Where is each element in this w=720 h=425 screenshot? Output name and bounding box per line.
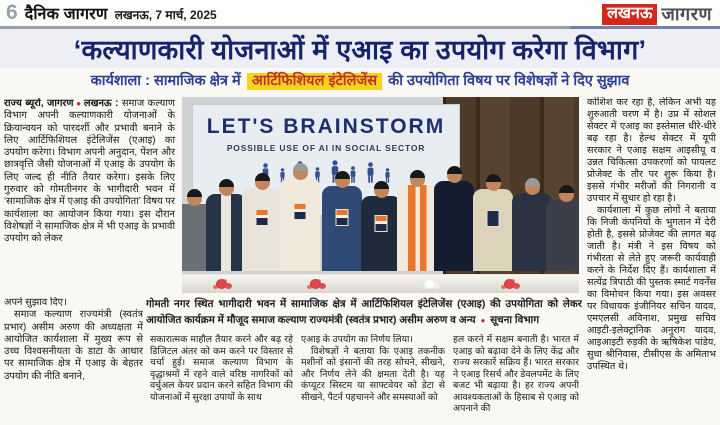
article-column-5 <box>587 97 716 424</box>
article-column-1-continued <box>4 297 143 423</box>
flower-decoration <box>424 279 435 289</box>
subhead-suffix: की उपयोगिता विषय पर विशेषज्ञों ने दिए सुझाव <box>388 73 630 89</box>
body-text: समाज कल्याण विभाग अपनी कल्याणकारी योजनाओं के क्रियान्वयन को पारदर्शी और प्रभावी बनाने के लिए आर्टिफिशियल इंटेलिजेंस (एआइ) का उपयोग करेगा। विभाग अपनी अनुदान, पेंशन और छात्रवृत्ति जैसी योजनाओं में एआइ के उपयोग के लिए जल्द ही नीति तैयार करेगा। इसके लिए गुरुवार को गोमतीनगर के भागीदारी भवन में ‘सामाजिक क्षेत्र में एआइ की उपयोगिता’ विषय पर कार्यशाला का आयोजन किया गया। इस दौरान विशेषज्ञों ने सामाजिक क्षेत्र में भी एआइ के प्रभावी उपयोग को लेकर <box>4 98 175 245</box>
banner-title: LET'S BRAINSTORM <box>206 115 446 138</box>
event-photo <box>182 97 579 293</box>
article-paragraph: सकारात्मक माहौल तैयार करने और बढ़ रहे डिजिटल अंतर को कम करने पर विस्तार से चर्चा हुई। समाज कल्याण विभाग के वृद्धाश्रमों में रहने वाले वरिष्ठ नागरिकों को वर्चुअल केयर प्रदान करने सहित विभाग की योजनाओं में सुरक्षा उपायों के साथ <box>150 334 293 402</box>
booklet <box>487 210 500 227</box>
article-column-3 <box>301 334 445 424</box>
article-paragraph: कार्यशाला में कुछ लोगों ने बताया कि निजी कंपनियों के भुगतान में देरी होती है, इससे प्रोजेक्ट की लागत बढ़ जाती है। मंत्री ने इस विषय को गंभीरता से लेते हुए जरूरी कार्यवाही करने के निर्देश दिए हैं। कार्यशाला में सत्येंद्र त्रिपाठी की पुस्तक स्मार्ट गवर्नेंस का विमोचन किया गया। इस अवसर पर विधायक इंजीनियर सचिन यादव, एमएलसी अविनाश, प्रमुख सचिव आइटी-इलेक्ट्रानिक अनुराग यादव, आइआइटी रुड़की के ऋषिकेश पांडेय, सुधा श्रीनिवास, टीसीएस के अमिताभ उपस्थित थे। <box>587 205 716 372</box>
byline: राज्य ब्यूरो, जागरण <box>4 98 74 109</box>
edition-date: लखनऊ, 7 मार्च, 2025 <box>114 8 217 22</box>
article-column-2 <box>150 334 293 424</box>
byline-bullet-icon: ● <box>75 99 82 108</box>
headline-band <box>0 29 720 68</box>
article-paragraph <box>4 98 175 246</box>
flower-decoration <box>216 279 227 289</box>
article-paragraph: विशेषज्ञों ने बताया कि एआइ तकनीक मशीनों को इंसानों की तरह सोचने, सीखने, और निर्णय लेने की क्षमता देती है। यह कंप्यूटर सिस्टम या साफ्टवेयर को डेटा से सीखने, पैटर्न पहचानने और समस्याओं को <box>301 345 445 402</box>
credit-bullet-icon: ● <box>480 315 486 325</box>
headline: ‘कल्याणकारी योजनाओं में एआइ का उपयोग करेगा विभाग’ <box>73 35 647 65</box>
banquet-table <box>182 274 579 293</box>
article-paragraph: कोशिश कर रहा है, लेकिन अभी यह शुरुआती चरण में है। उप्र में सोशल सेक्टर में एआइ का इस्तेमाल धीरे-धीरे बढ़ रहा है। हेल्थ सेक्टर में यूपी सरकार ने एआइ सक्षम आइसीयू व उन्नत चिकित्सा उपकरणों को पायलट प्रोजेक्ट के तौर पर शुरू किया है। इससे गंभीर मरीजों की निगरानी व उपचार में सुधार हो रहा है। <box>587 97 716 204</box>
article-paragraph: अपने सुझाव दिए। <box>4 297 67 308</box>
subhead-prefix: कार्यशाला : सामाजिक क्षेत्र में <box>90 73 241 89</box>
page-number: 6 <box>6 1 18 24</box>
photo-caption <box>146 297 582 331</box>
person-figure <box>546 187 579 275</box>
byline-city: लखनऊ : <box>83 98 119 109</box>
person-figure <box>322 173 362 275</box>
person-figure <box>434 168 474 275</box>
subheadline <box>0 70 720 90</box>
booklet <box>294 203 307 220</box>
person-figure <box>280 165 320 275</box>
article-paragraph: समाज कल्याण राज्यमंत्री (स्वतंत्र प्रभार) असीम अरुण की अध्यक्षता में आयोजित कार्यशाला में मुख्य रूप से उच्च विश्वसनीयता के डाटा के आधार पर सामाजिक क्षेत्र में एआइ के बेहतर उपयोग की नीति बनाने, <box>4 309 143 382</box>
logo-paper-label: जागरण <box>661 4 712 24</box>
caption-text: गोमती नगर स्थित भागीदारी भवन में सामाजिक क्षेत्र में आर्टिफिशियल इंटेलिजेंस (एआइ) की उपयोगिता को लेकर आयोजित कार्यक्रम में मौजूद समाज कल्याण राज्यमंत्री (स्वतंत्र प्रभार) असीम अरुण व अन्य <box>146 299 582 326</box>
person-pictogram-icon <box>366 162 375 183</box>
person-figure <box>206 181 246 275</box>
article-column-4 <box>453 334 579 424</box>
booklet <box>336 209 349 226</box>
flower-decoration <box>310 279 321 289</box>
masthead <box>0 0 720 26</box>
person-figure <box>242 175 282 275</box>
article-column-1 <box>4 98 175 295</box>
flower-decoration <box>504 279 515 289</box>
paper-name: दैनिक जागरण <box>24 6 108 23</box>
masthead-left <box>6 1 217 25</box>
city-edition-logo <box>602 2 712 26</box>
banner-subtitle: POSSIBLE USE OF AI IN SOCIAL SECTOR <box>226 143 426 153</box>
person-figure <box>473 176 513 275</box>
logo-city-label: लखनऊ <box>602 4 657 25</box>
article-paragraph: हल करने में सक्षम बनाती है। भारत में एआइ को बढ़ावा देने के लिए केंद्र और राज्य सरकारें सक्रिय हैं। भारत सरकार ने एआइ रिसर्च और डेवलपमेंट के लिए बजट भी बढ़ाया है। हर राज्य अपनी आवश्यकताओं के हिसाब से एआइ को अपनाने की <box>453 334 579 413</box>
subhead-highlight: आर्टिफिशियल इंटेलिजेंस <box>247 73 382 90</box>
photo-credit: सूचना विभाग <box>490 314 540 326</box>
person-pictogram-icon <box>384 168 391 183</box>
person-figure <box>361 183 401 275</box>
article-paragraph: एआइ के उपयोग का निर्णय लिया। <box>301 334 413 344</box>
booklet <box>256 209 269 226</box>
booklet <box>375 215 388 232</box>
person-figure <box>397 172 437 275</box>
